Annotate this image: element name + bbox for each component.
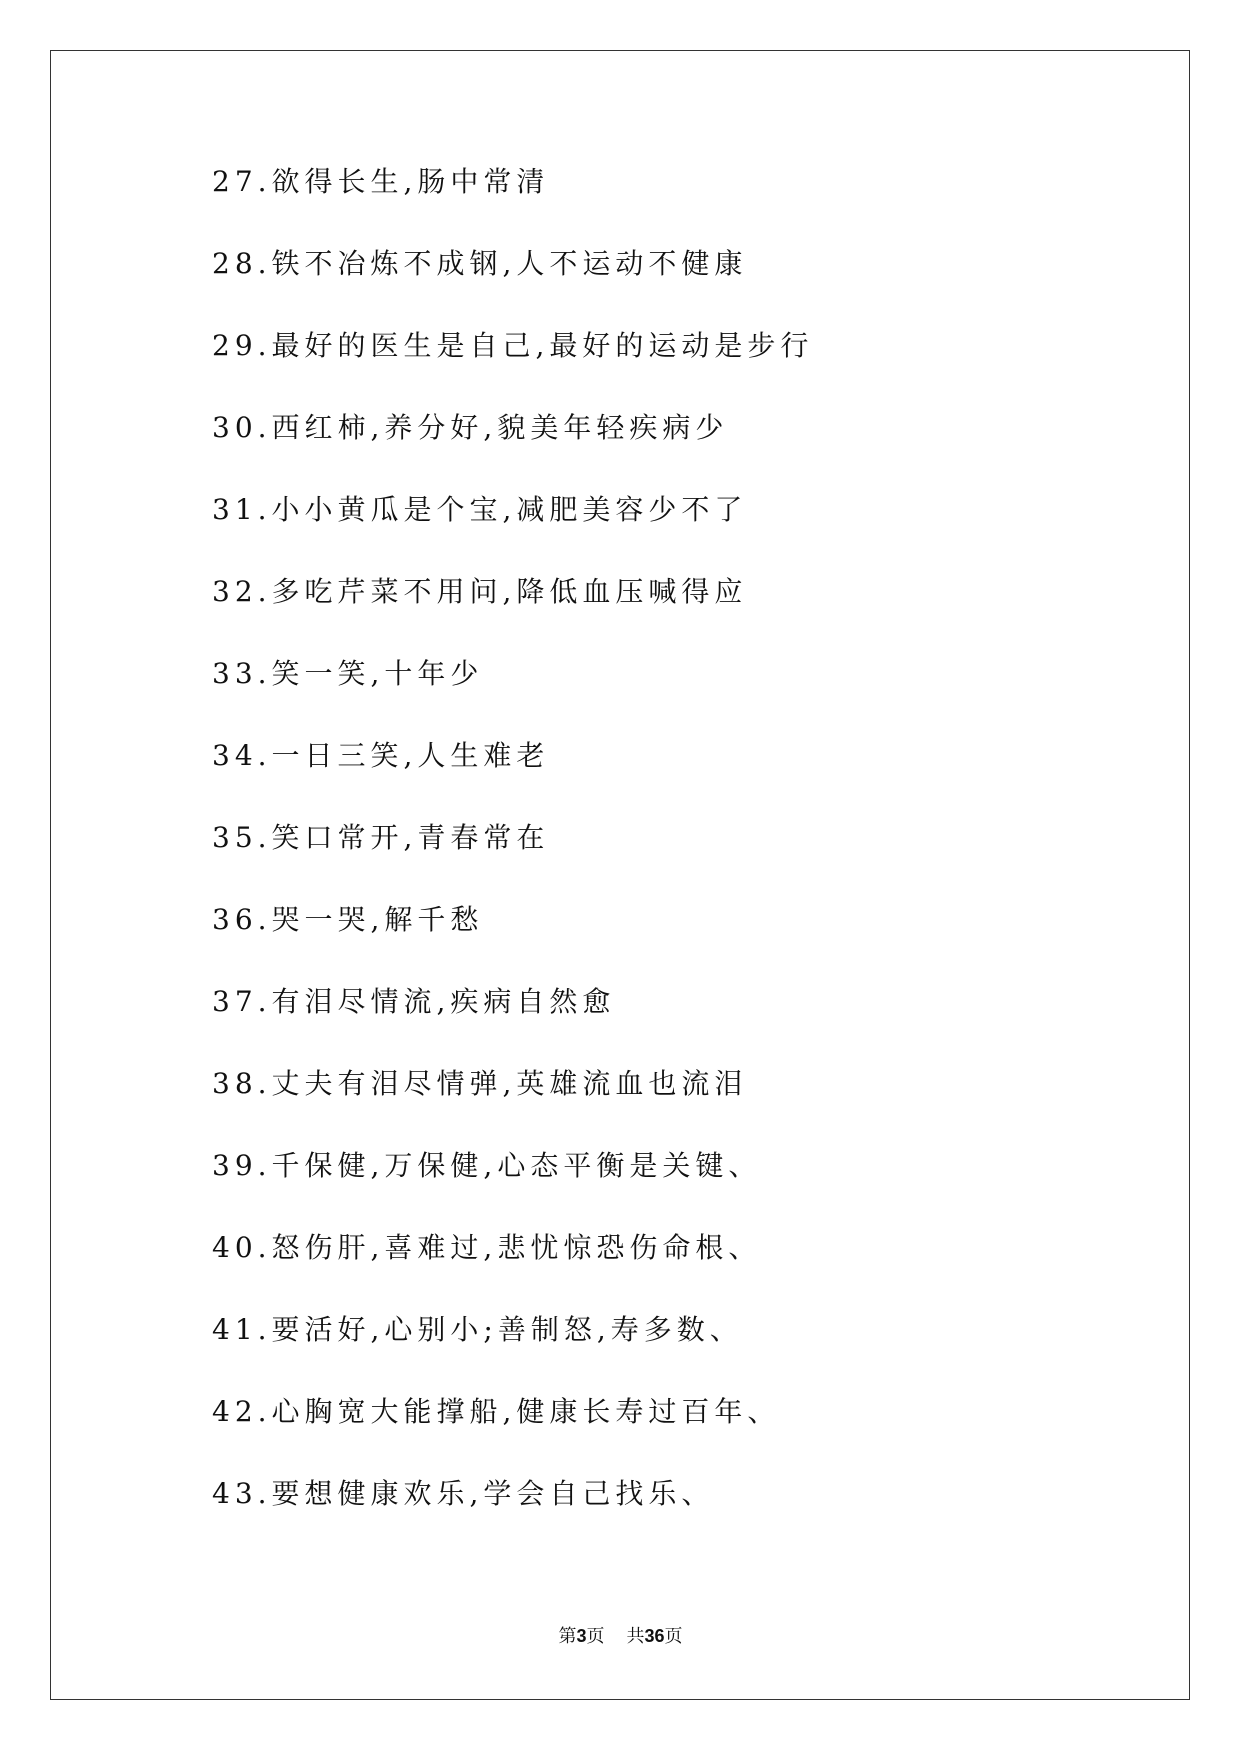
list-item: 32.多吃芹菜不用问,降低血压喊得应 — [212, 575, 748, 608]
list-item: 39.千保健,万保健,心态平衡是关键、 — [212, 1149, 762, 1182]
page-footer — [0, 1622, 1241, 1648]
list-item: 27.欲得长生,肠中常清 — [212, 165, 550, 198]
footer-prefix: 第 — [558, 1626, 577, 1647]
list-item: 28.铁不冶炼不成钢,人不运动不健康 — [212, 247, 748, 280]
list-item: 31.小小黄瓜是个宝,减肥美容少不了 — [212, 493, 748, 526]
total-pages-number: 36 — [644, 1626, 665, 1646]
list-item: 34.一日三笑,人生难老 — [212, 739, 550, 772]
list-item: 40.怒伤肝,喜难过,悲忧惊恐伤命根、 — [212, 1231, 762, 1264]
list-item: 36.哭一哭,解千愁 — [212, 903, 484, 936]
list-item: 30.西红柿,养分好,貌美年轻疾病少 — [212, 411, 729, 444]
list-item: 38.丈夫有泪尽情弹,英雄流血也流泪 — [212, 1067, 748, 1100]
list-item: 35.笑口常开,青春常在 — [212, 821, 550, 854]
current-page-number: 3 — [576, 1626, 587, 1646]
footer-total-prefix: 共 — [626, 1626, 645, 1647]
list-item: 33.笑一笑,十年少 — [212, 657, 484, 690]
list-item: 29.最好的医生是自己,最好的运动是步行 — [212, 329, 814, 362]
list-item: 42.心胸宽大能撑船,健康长寿过百年、 — [212, 1395, 781, 1428]
proverb-list — [212, 165, 1112, 1562]
footer-page-suffix: 页 — [586, 1626, 605, 1647]
footer-total-suffix: 页 — [664, 1626, 683, 1647]
list-item: 37.有泪尽情流,疾病自然愈 — [212, 985, 616, 1018]
list-item: 41.要活好,心别小;善制怒,寿多数、 — [212, 1313, 743, 1346]
list-item: 43.要想健康欢乐,学会自己找乐、 — [212, 1477, 715, 1510]
